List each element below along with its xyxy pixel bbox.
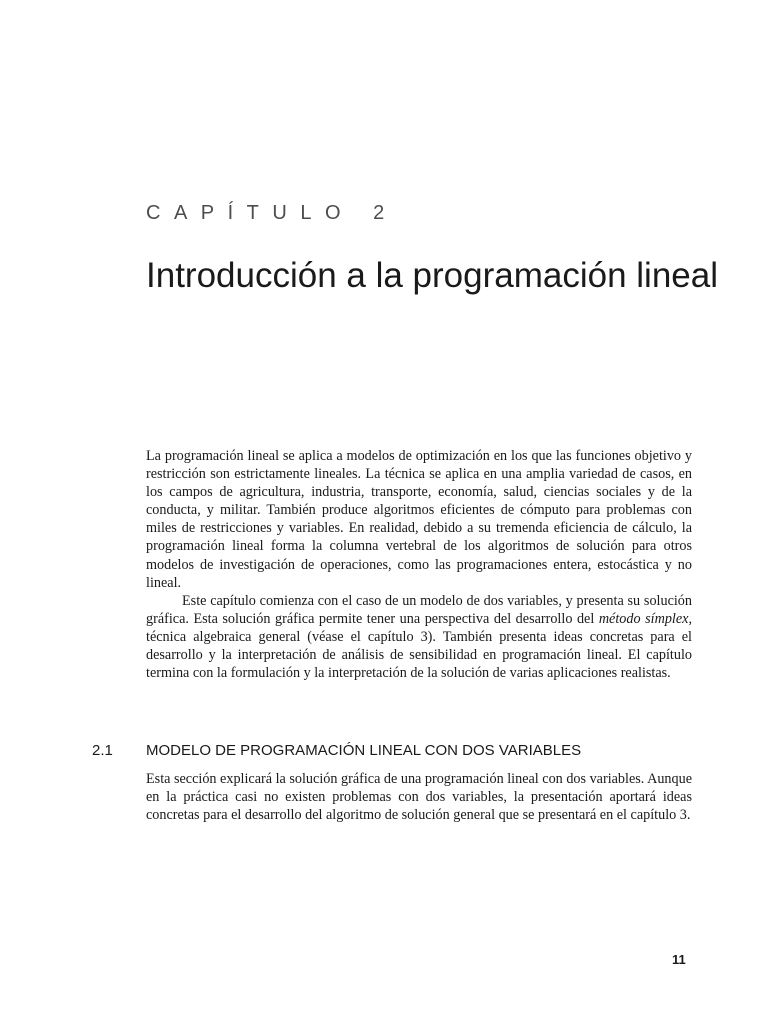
intro-paragraph-2-start: Este capítulo comienza con el caso de un modelo de dos variables, y presenta su solución gráfica. Esta solución gráfica permite tener una perspectiva del desarrollo del xyxy=(146,592,692,627)
simplex-method-term: método símplex xyxy=(598,610,689,627)
chapter-title: Introducción a la programación lineal xyxy=(146,256,718,295)
intro-paragraph-2 xyxy=(146,592,692,682)
section-paragraph-1: Esta sección explicará la solución gráfica de una programación lineal con dos variables. Aunque en la práctica casi no existen problemas con dos variables, la presentación aportará ideas concretas para el desarrollo del algoritmo de solución general que se presentará en el capítulo 3. xyxy=(146,771,693,824)
chapter-introduction xyxy=(146,447,692,682)
section-body xyxy=(146,770,692,824)
intro-paragraph-2-end: , técnica algebraica general (véase el capítulo 3). También presenta ideas concretas para el desarrollo y la interpretación de análisis de sensibilidad en programación lineal. El capítulo termina con la formulación y la interpretación de la solución de varias aplicaciones realistas. xyxy=(146,610,692,682)
page-number: 11 xyxy=(672,952,686,967)
section-heading: MODELO DE PROGRAMACIÓN LINEAL CON DOS VARIABLES xyxy=(146,742,582,759)
intro-paragraph-1: La programación lineal se aplica a modelos de optimización en los que las funciones objetivo y restricción son estrictamente lineales. La técnica se aplica en una amplia variedad de casos, en los campos de agricultura, industria, transporte, economía, salud, ciencias sociales y de la conducta, y militar. También produce algoritmos eficientes de cómputo para problemas con miles de restricciones y variables. En realidad, debido a su tremenda eficiencia de cálculo, la programación lineal forma la columna vertebral de los algoritmos de solución para otros modelos de investigación de operaciones, como las programaciones entera, estocástica y no lineal. xyxy=(146,448,692,591)
section-number: 2.1 xyxy=(92,742,113,759)
chapter-label: CAPÍTULO 2 xyxy=(146,202,398,224)
